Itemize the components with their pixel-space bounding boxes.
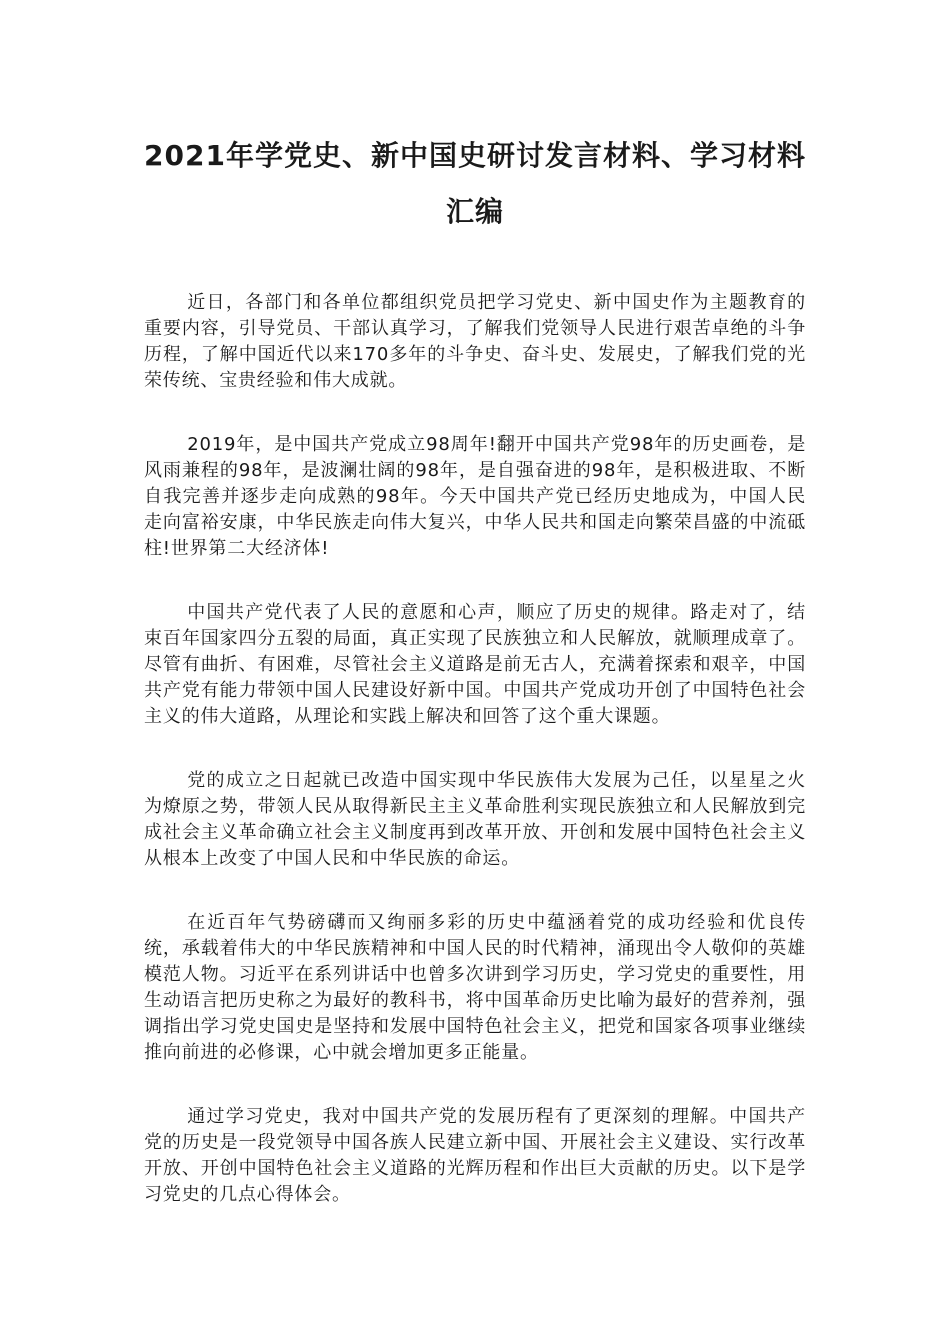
paragraph-1: 近日，各部门和各单位都组织党员把学习党史、新中国史作为主题教育的重要内容，引导党员、干部认真学习，了解我们党领导人民进行艰苦卓绝的斗争历程，了解中国近代以来170多年的斗争史、奋斗史、发展史，了解我们党的光荣传统、宝贵经验和伟大成就。 bbox=[144, 292, 806, 391]
paragraph-5: 在近百年气势磅礴而又绚丽多彩的历史中蕴涵着党的成功经验和优良传统，承载着伟大的中华民族精神和中国人民的时代精神，涌现出令人敬仰的英雄模范人物。习近平在系列讲话中也曾多次讲到学习历史，学习党史的重要性，用生动语言把历史称之为最好的教科书，将中国革命历史比喻为最好的营养剂，强调指出学习党史国史是坚持和发展中国特色社会主义，把党和国家各项事业继续推向前进的必修课，心中就会增加更多正能量。 bbox=[144, 912, 806, 1063]
document-body bbox=[144, 290, 806, 1246]
paragraph-2: 2019年，是中国共产党成立98周年!翻开中国共产党98年的历史画卷，是风雨兼程的98年，是波澜壮阔的98年，是自强奋进的98年，是积极进取、不断自我完善并逐步走向成熟的98年。今天中国共产党已经历史地成为，中国人民走向富裕安康，中华民族走向伟大复兴，中华人民共和国走向繁荣昌盛的中流砥柱!世界第二大经济体! bbox=[144, 434, 806, 559]
paragraph-4: 党的成立之日起就已改造中国实现中华民族伟大发展为己任，以星星之火为燎原之势，带领人民从取得新民主主义革命胜利实现民族独立和人民解放到完成社会主义革命确立社会主义制度再到改革开放、开创和发展中国特色社会主义从根本上改变了中国人民和中华民族的命运。 bbox=[144, 770, 806, 869]
paragraph-3: 中国共产党代表了人民的意愿和心声，顺应了历史的规律。路走对了，结束百年国家四分五裂的局面，真正实现了民族独立和人民解放，就顺理成章了。尽管有曲折、有困难，尽管社会主义道路是前无古人，充满着探索和艰辛，中国共产党有能力带领中国人民建设好新中国。中国共产党成功开创了中国特色社会主义的伟大道路，从理论和实践上解决和回答了这个重大课题。 bbox=[144, 602, 806, 727]
document-title: 2021年学党史、新中国史研讨发言材料、学习材料汇编 bbox=[144, 139, 806, 228]
paragraph-6: 通过学习党史，我对中国共产党的发展历程有了更深刻的理解。中国共产党的历史是一段党领导中国各族人民建立新中国、开展社会主义建设、实行改革开放、开创中国特色社会主义道路的光辉历程和作出巨大贡献的历史。以下是学习党史的几点心得体会。 bbox=[144, 1106, 806, 1205]
